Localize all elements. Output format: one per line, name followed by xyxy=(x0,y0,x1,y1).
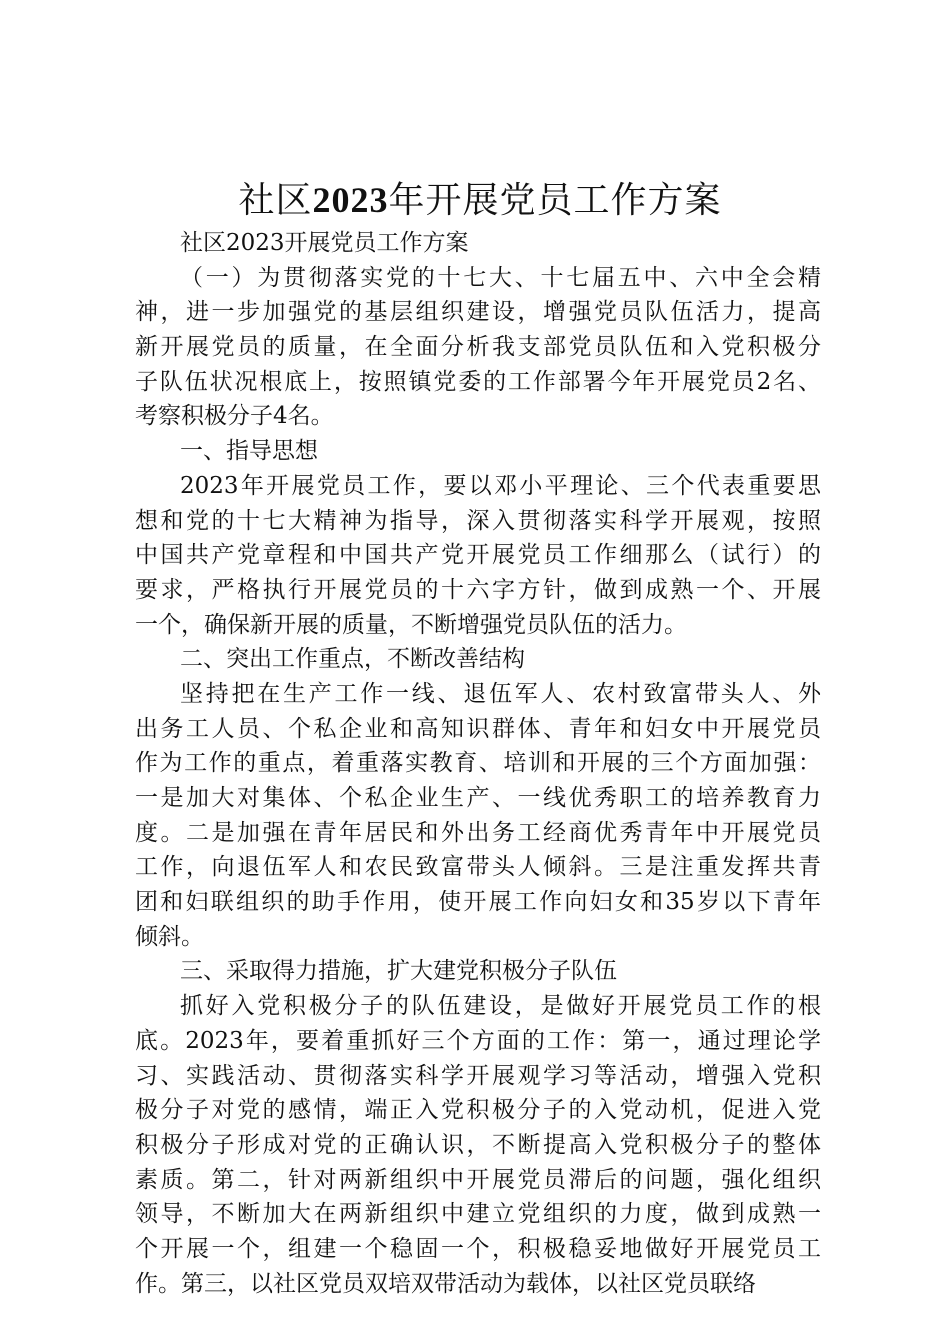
paragraph xyxy=(135,677,821,955)
text-line: 坚持把在生产工作一线、退伍军人、农村致富带头人、外 xyxy=(180,680,821,707)
document-body xyxy=(135,226,821,1301)
paragraph xyxy=(135,434,821,469)
paragraph xyxy=(135,469,821,642)
text-line: 极分子对党的感情，端正入党积极分子的入党动机，促进入党 xyxy=(135,1097,821,1124)
text-line: 子队伍状况根底上，按照镇党委的工作部署今年开展党员2名、 xyxy=(135,368,821,395)
text-line: 中国共产党章程和中国共产党开展党员工作细那么（试行）的 xyxy=(135,542,821,569)
paragraph xyxy=(135,226,821,261)
text-line: 度。二是加强在青年居民和外出务工经商优秀青年中开展党员 xyxy=(135,819,821,846)
text-line: 要求，严格执行开展党员的十六字方针，做到成熟一个、开展 xyxy=(135,576,821,603)
text-line: 作。第三，以社区党员双培双带活动为载体，以社区党员联络 xyxy=(135,1270,756,1297)
text-line: （一）为贯彻落实党的十七大、十七届五中、六中全会精 xyxy=(180,264,821,291)
text-line: 三、采取得力措施，扩大建党积极分子队伍 xyxy=(180,958,617,985)
text-line: 2023年开展党员工作，要以邓小平理论、三个代表重要思 xyxy=(180,472,821,499)
text-line: 一个，确保新开展的质量，不断增强党员队伍的活力。 xyxy=(135,611,687,638)
text-line: 一、指导思想 xyxy=(180,438,318,465)
text-line: 作为工作的重点，着重落实教育、培训和开展的三个方面加强： xyxy=(135,750,821,777)
text-line: 积极分子形成对党的正确认识，不断提高入党积极分子的整体 xyxy=(135,1131,821,1158)
text-line: 二、突出工作重点，不断改善结构 xyxy=(180,646,525,673)
document-title xyxy=(0,180,950,220)
paragraph xyxy=(135,954,821,989)
text-line: 习、实践活动、贯彻落实科学开展观学习等活动，增强入党积 xyxy=(135,1062,821,1089)
text-line: 素质。第二，针对两新组织中开展党员滞后的问题，强化组织 xyxy=(135,1166,821,1193)
text-line: 底。2023年，要着重抓好三个方面的工作：第一，通过理论学 xyxy=(135,1027,821,1054)
text-line: 出务工人员、个私企业和高知识群体、青年和妇女中开展党员 xyxy=(135,715,821,742)
text-line: 个开展一个，组建一个稳固一个，积极稳妥地做好开展党员工 xyxy=(135,1235,821,1262)
text-line: 领导，不断加大在两新组织中建立党组织的力度，做到成熟一 xyxy=(135,1201,821,1228)
text-line: 考察积极分子4名。 xyxy=(135,403,334,430)
text-line: 团和妇联组织的助手作用，使开展工作向妇女和35岁以下青年 xyxy=(135,889,821,916)
paragraph xyxy=(135,642,821,677)
paragraph xyxy=(135,989,821,1301)
text-line: 倾斜。 xyxy=(135,923,204,950)
text-line: 社区2023开展党员工作方案 xyxy=(180,230,469,256)
text-line: 神，进一步加强党的基层组织建设，增强党员队伍活力，提高 xyxy=(135,299,821,326)
paragraph xyxy=(135,261,821,434)
text-line: 一是加大对集体、个私企业生产、一线优秀职工的培养教育力 xyxy=(135,785,821,811)
title-suffix: 年开展党员工作方案 xyxy=(388,180,722,221)
text-line: 抓好入党积极分子的队伍建设，是做好开展党员工作的根 xyxy=(180,993,821,1020)
text-line: 新开展党员的质量，在全面分析我支部党员队伍和入党积极分 xyxy=(135,334,821,361)
text-line: 想和党的十七大精神为指导，深入贯彻落实科学开展观，按照 xyxy=(135,507,821,534)
text-line: 工作，向退伍军人和农民致富带头人倾斜。三是注重发挥共青 xyxy=(135,854,821,881)
title-prefix: 社区 xyxy=(238,180,313,221)
title-year: 2023 xyxy=(312,180,389,220)
